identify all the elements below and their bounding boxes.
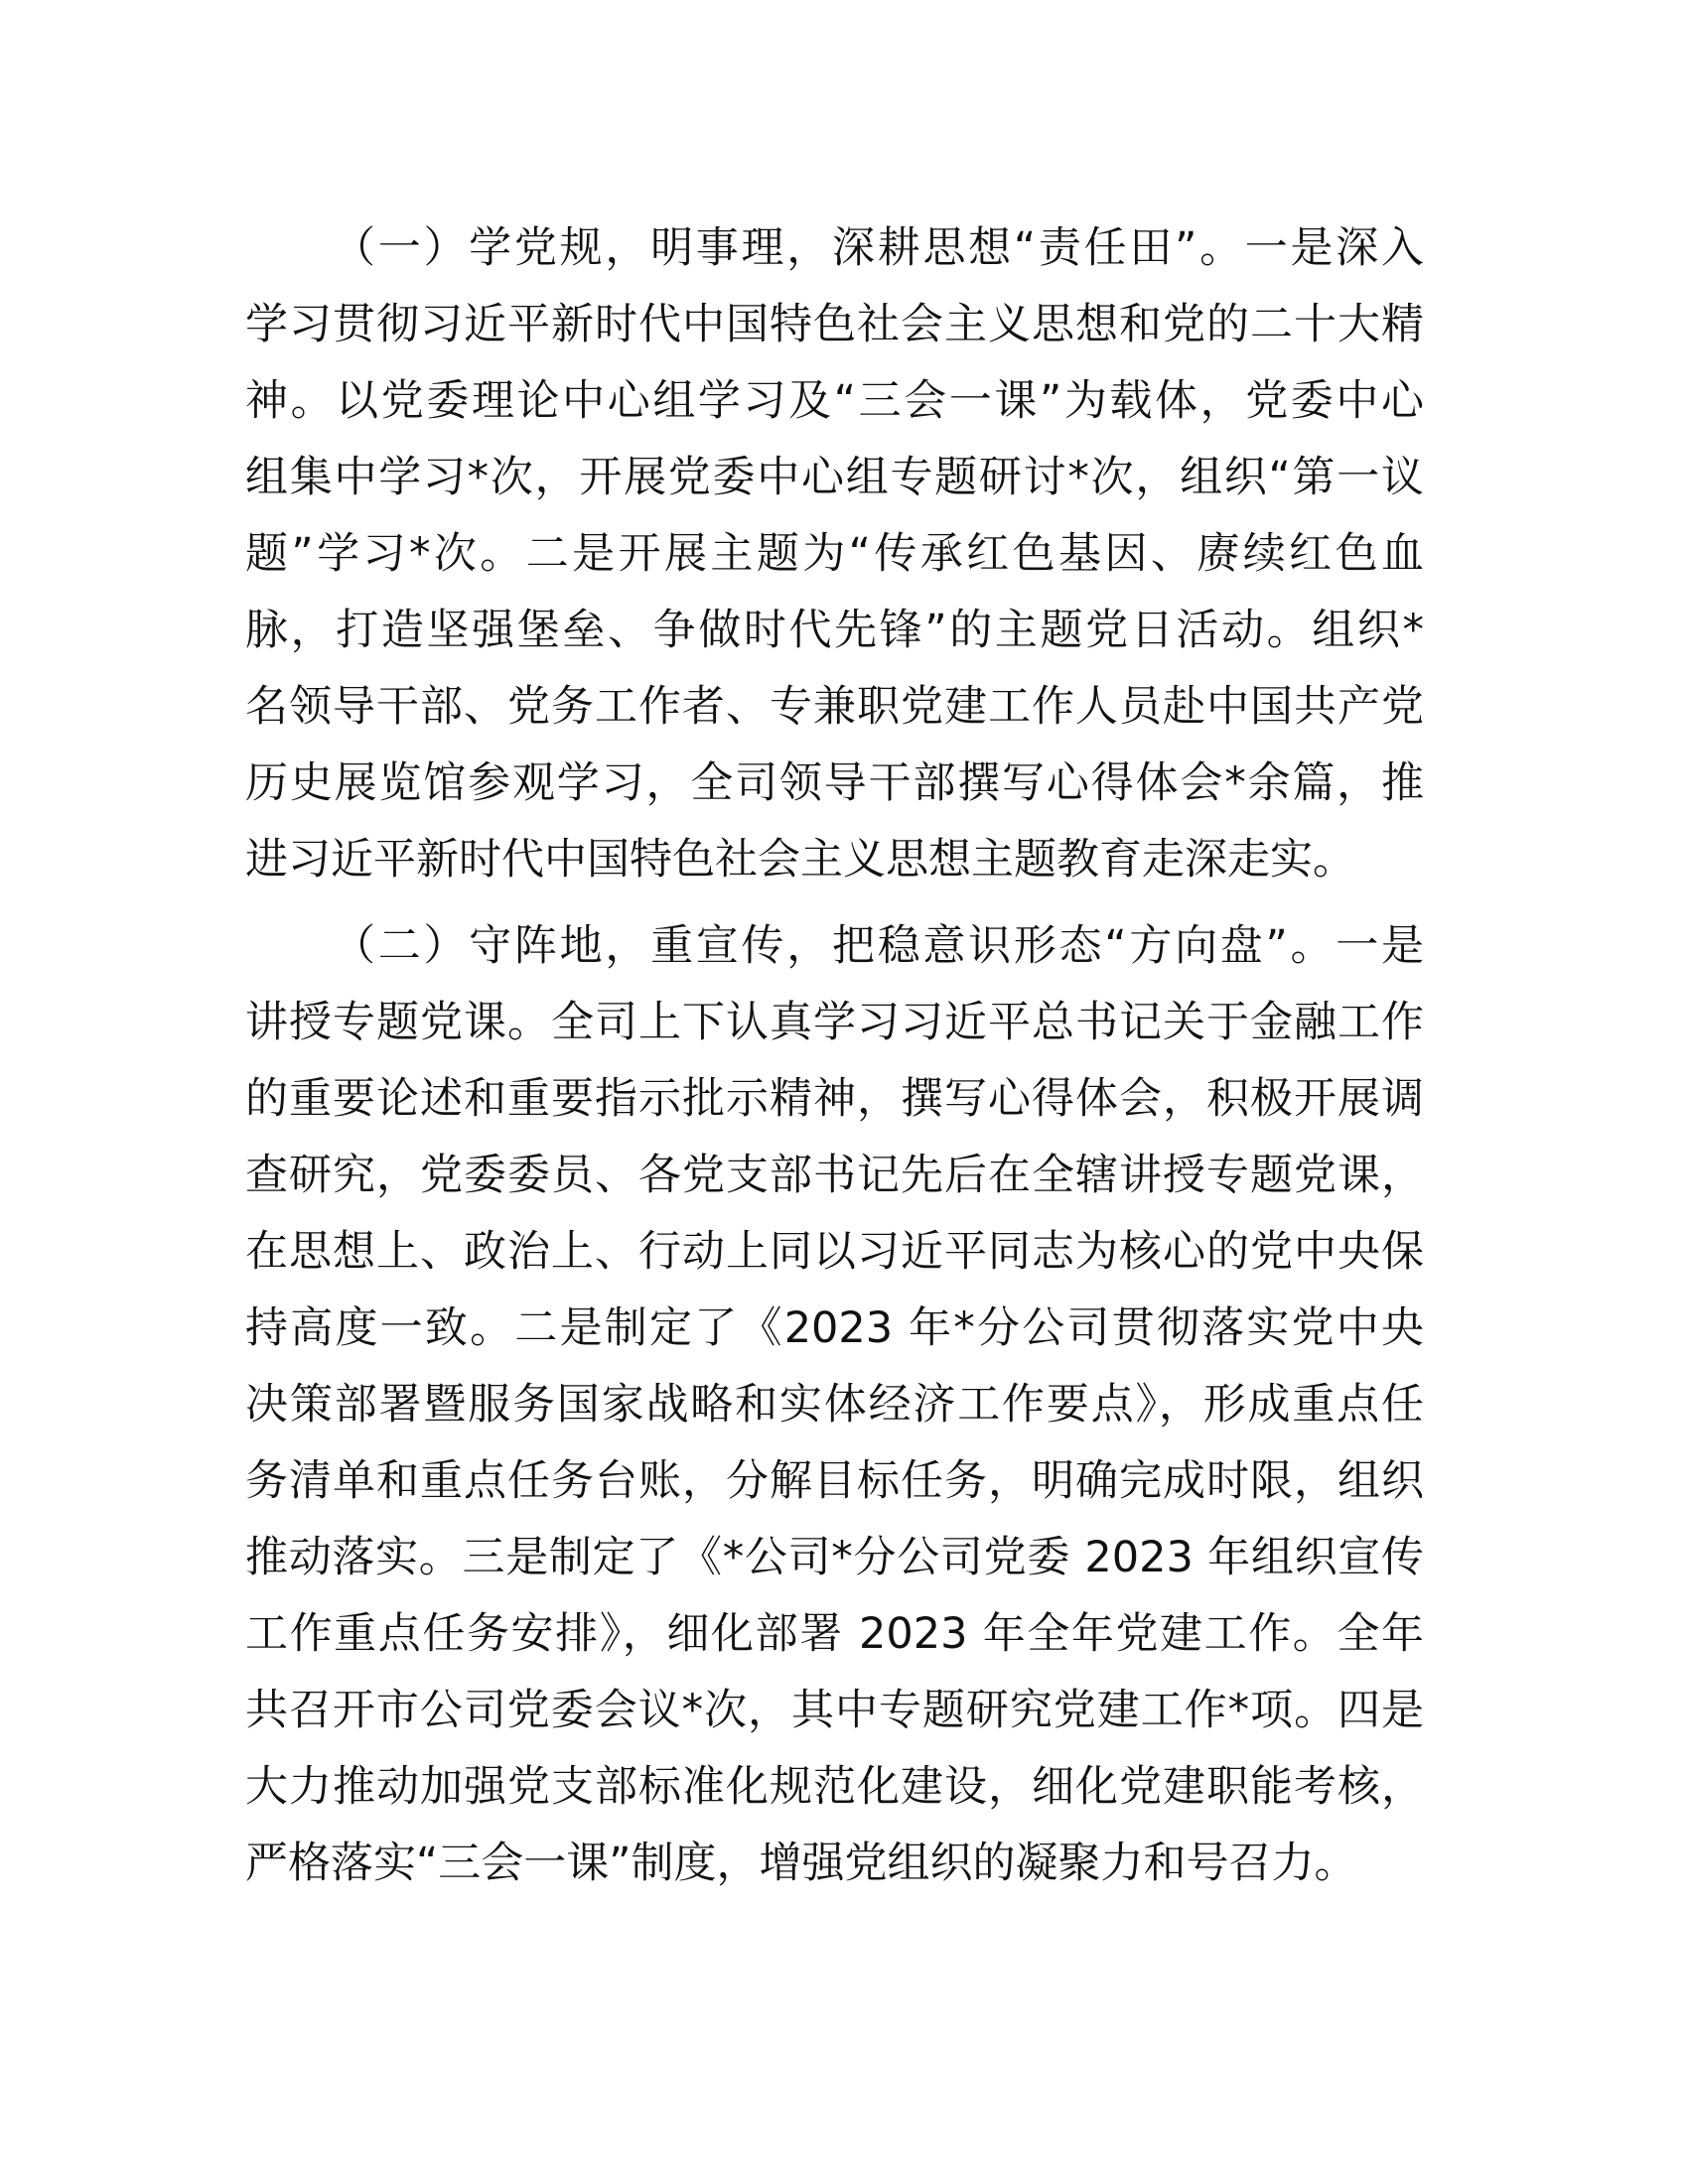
text-line: 组集中学习*次，开展党委中心组专题研讨*次，组织“第一议 <box>245 453 1424 502</box>
text-line: 脉，打造坚强堡垒、争做时代先锋”的主题党日活动。组织* <box>245 606 1424 655</box>
text-line: 查研究，党委委员、各党支部书记先后在全辖讲授专题党课， <box>245 1151 1424 1200</box>
text-line: 决策部署暨服务国家战略和实体经济工作要点》，形成重点任 <box>245 1380 1424 1430</box>
text-line: 题”学习*次。二是开展主题为“传承红色基因、赓续红色血 <box>245 529 1424 579</box>
text-line: 的重要论述和重要指示批示精神，撰写心得体会，积极开展调 <box>245 1074 1424 1124</box>
text-line: 共召开市公司党委会议*次，其中专题研究党建工作*项。四是 <box>245 1686 1424 1735</box>
paragraph-2 <box>245 908 1424 1902</box>
text-line: 在思想上、政治上、行动上同以习近平同志为核心的党中央保 <box>245 1227 1424 1277</box>
text-line: 进习近平新时代中国特色社会主义思想主题教育走深走实。 <box>245 835 1355 885</box>
text-line: 讲授专题党课。全司上下认真学习习近平总书记关于金融工作 <box>245 998 1424 1047</box>
text-line: （二）守阵地，重宣传，把稳意识形态“方向盘”。一是 <box>333 921 1424 971</box>
text-line: 历史展览馆参观学习，全司领导干部撰写心得体会*余篇，推 <box>245 758 1424 808</box>
paragraph-1 <box>245 210 1424 898</box>
text-line: 大力推动加强党支部标准化规范化建设，细化党建职能考核， <box>245 1762 1424 1812</box>
text-line: 神。以党委理论中心组学习及“三会一课”为载体，党委中心 <box>245 376 1424 426</box>
text-line: 严格落实“三会一课”制度，增强党组织的凝聚力和号召力。 <box>245 1839 1357 1888</box>
text-line: 持高度一致。二是制定了《2023 年*分公司贯彻落实党中央 <box>245 1303 1424 1353</box>
text-line: 推动落实。三是制定了《*公司*分公司党委 2023 年组织宣传 <box>245 1533 1424 1582</box>
text-line: 工作重点任务安排》，细化部署 2023 年全年党建工作。全年 <box>245 1609 1424 1659</box>
text-line: 名领导干部、党务工作者、专兼职党建工作人员赴中国共产党 <box>245 682 1424 732</box>
text-line: （一）学党规，明事理，深耕思想“责任田”。一是深入 <box>333 223 1424 273</box>
text-line: 务清单和重点任务台账，分解目标任务，明确完成时限，组织 <box>245 1456 1424 1506</box>
text-line: 学习贯彻习近平新时代中国特色社会主义思想和党的二十大精 <box>245 300 1424 349</box>
